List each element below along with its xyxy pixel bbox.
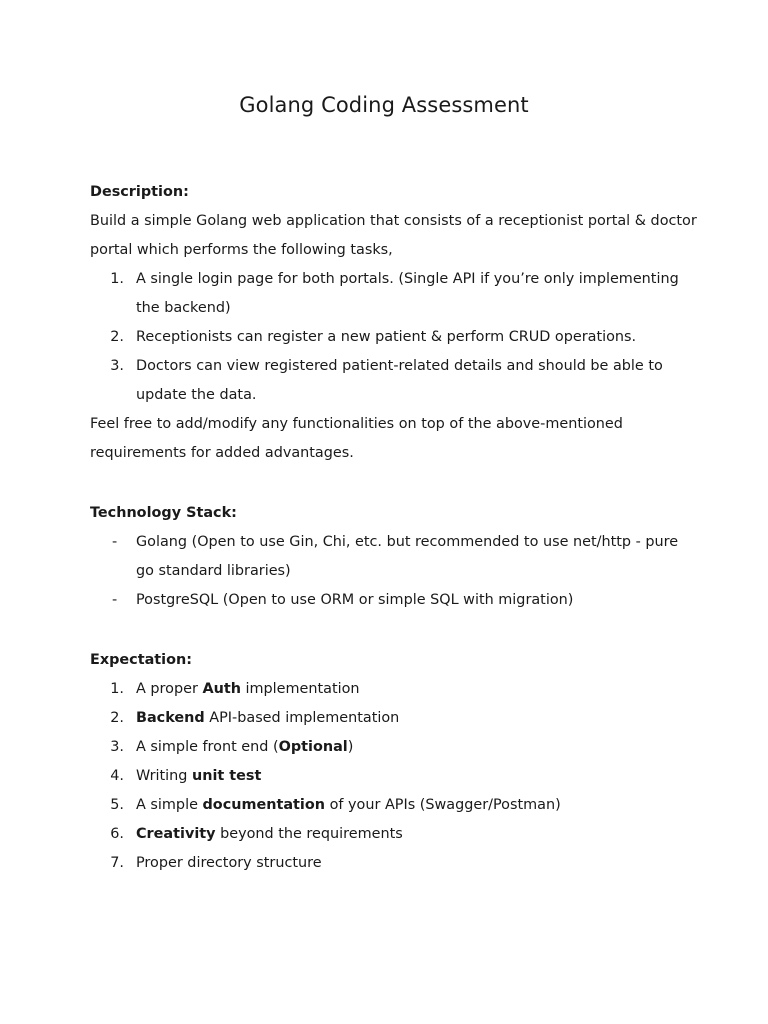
- list-marker: 6.: [110, 826, 124, 842]
- bold-text: documentation: [202, 797, 325, 813]
- list-marker: 1.: [110, 681, 124, 697]
- bold-text: Optional: [278, 739, 348, 755]
- bold-text: Backend: [136, 710, 205, 726]
- list-item-text: Receptionists can register a new patient & perform CRUD operations.: [136, 329, 637, 345]
- description-closing: Feel free to add/modify any functionalities on top of the above-mentioned requirements for added advantages.: [90, 416, 623, 461]
- list-item: [90, 675, 698, 704]
- list-marker: -: [112, 534, 118, 550]
- document-body: [90, 178, 698, 878]
- list-marker: 2.: [110, 710, 124, 726]
- task-list: [90, 265, 698, 410]
- list-item: [90, 820, 698, 849]
- technology-stack-heading: Technology Stack:: [90, 505, 237, 521]
- list-item: [90, 791, 698, 820]
- text-segment: beyond the requirements: [215, 826, 403, 842]
- list-marker: 5.: [110, 797, 124, 813]
- list-item-text: [136, 739, 353, 755]
- section-spacer: [90, 615, 698, 646]
- list-marker: 2.: [110, 329, 124, 345]
- list-item-text: PostgreSQL (Open to use ORM or simple SQL with migration): [136, 592, 574, 608]
- list-item: [90, 265, 698, 323]
- description-heading: Description:: [90, 184, 189, 200]
- bold-text: Auth: [202, 681, 241, 697]
- list-item-text: Doctors can view registered patient-related details and should be able to update the data.: [136, 358, 663, 403]
- text-segment: A proper: [136, 681, 203, 697]
- expectation-list: [90, 675, 698, 878]
- list-item: [90, 586, 698, 615]
- text-segment: Proper directory structure: [136, 855, 322, 871]
- list-item: [90, 849, 698, 878]
- text-segment: A simple front end (: [136, 739, 279, 755]
- text-segment: of your APIs (Swagger/Postman): [325, 797, 561, 813]
- expectation-section: [90, 646, 698, 878]
- list-marker: 4.: [110, 768, 124, 784]
- list-marker: 3.: [110, 739, 124, 755]
- list-item: [90, 352, 698, 410]
- text-segment: ): [347, 739, 354, 755]
- list-marker: 7.: [110, 855, 124, 871]
- description-intro: Build a simple Golang web application that consists of a receptionist portal & doctor portal which performs the following tasks,: [90, 213, 697, 258]
- list-item-text: [136, 710, 399, 726]
- list-item-text: [136, 797, 561, 813]
- text-segment: A simple: [136, 797, 203, 813]
- technology-stack-section: [90, 499, 698, 615]
- document-title: Golang Coding Assessment: [239, 93, 529, 117]
- bold-text: unit test: [191, 768, 262, 784]
- section-spacer: [90, 468, 698, 499]
- description-section: [90, 178, 698, 468]
- list-marker: 1.: [110, 271, 124, 287]
- list-item: [90, 733, 698, 762]
- list-item-text: Golang (Open to use Gin, Chi, etc. but recommended to use net/http - pure go standard libraries): [136, 534, 679, 579]
- bold-text: Creativity: [136, 826, 216, 842]
- list-marker: -: [112, 592, 118, 608]
- technology-list: [90, 528, 698, 615]
- expectation-heading: Expectation:: [90, 652, 192, 668]
- list-marker: 3.: [110, 358, 124, 374]
- list-item-text: A single login page for both portals. (Single API if you’re only implementing the backend): [136, 271, 679, 316]
- text-segment: API-based implementation: [204, 710, 400, 726]
- list-item-text: [136, 768, 261, 784]
- text-segment: implementation: [240, 681, 360, 697]
- list-item-text: [136, 855, 322, 871]
- list-item: [90, 528, 698, 586]
- list-item-text: [136, 826, 403, 842]
- list-item: [90, 762, 698, 791]
- list-item: [90, 323, 698, 352]
- list-item: [90, 704, 698, 733]
- list-item-text: [136, 681, 360, 697]
- text-segment: Writing: [136, 768, 192, 784]
